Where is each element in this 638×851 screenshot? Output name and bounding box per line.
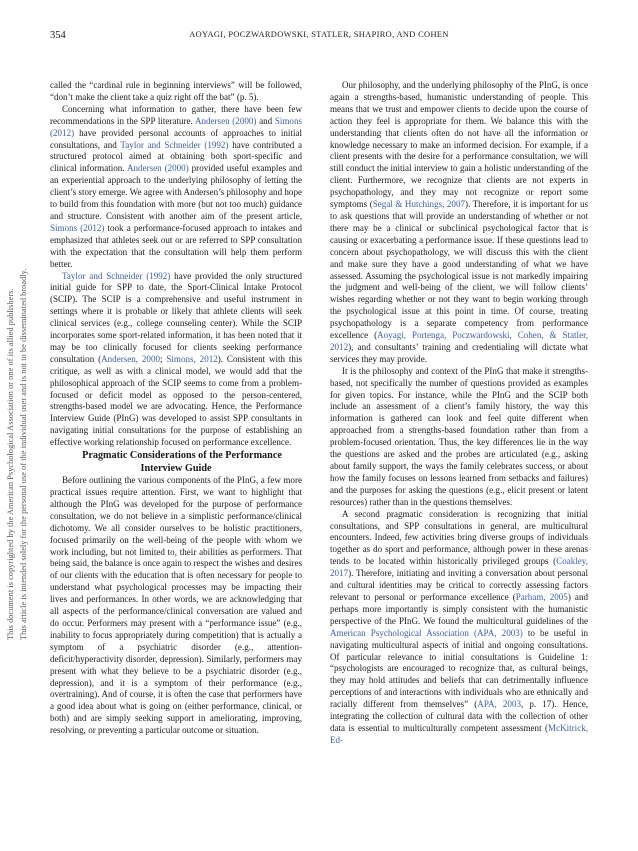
citation-link[interactable]: Taylor and Schneider (1992) — [120, 139, 229, 150]
citation-link[interactable]: Simons, 2012 — [166, 353, 218, 364]
citation-link[interactable]: Andersen, 2000 — [101, 353, 160, 364]
left-column — [50, 80, 302, 737]
usage-notice: This article is intended solely for the personal use of the individual user and is not to be disseminated broadly. — [19, 268, 28, 640]
paragraph: called the “cardinal rule in beginning interviews” will be followed, “don’t make the client take a quiz right off the bat” (p. 5). — [50, 80, 302, 102]
citation-link[interactable]: American Psychological Association (APA, 2003) — [330, 627, 523, 638]
paragraph: Before outlining the various components of the PInG, a few more practical issues require attention. First, we want to highlight that although the PInG was developed for the purpose of performance consultation, we do not believe in a simplistic performance/clinical dichotomy. We all consider ourselves to be holistic practitioners, focused primarily on the well-being of the people with whom we work including, but not limited to, their abilities as performers. That being said, the balance is once again to respect the wishes and desires of our clients with the education that is often necessary for people to understand what psychological processes may be impacting their lives and performances. In other words, we are acknowledging that all aspects of the performance/clinical conversation are valued and do occur. Performers may present with a “performance issue” (e.g., inability to focus appropriately during competition) that is actually a symptom of a psychiatric disorder (e.g., attention-deficit/hyperactivity disorder, depression). Similarly, performers may present with what they believe to be a psychiatric disorder (e.g., depression), and it is a symptom of their performance (e.g., overtraining). And of course, it is often the case that performers have a good idea about what is going on (either performance, clinical, or both) and are simply seeking support in ameliorating, improving, resolving, or preventing a particular outcome or situation. — [50, 475, 302, 736]
paragraph: It is the philosophy and context of the PInG that make it strengths-based, not specifically the number of questions provided as examples for given topics. For instance, while the PInG and the SCIP both include an assessment of a client’s family history, the way this information is gathered can look and feel quite different when approached from a strengths-based foundation rather than from a problem-focused orientation. Thus, the key differences lie in the way the questions are asked and the probes are articulated (e.g., asking about family support, the ways the family celebrates success, or about how the family focuses on lessons learned from setbacks and failures) and the purposes for asking the questions (e.g., elicit present or latent resources) rather than in the questions themselves. — [330, 365, 588, 507]
page-number: 354 — [50, 30, 66, 41]
paragraph: Concerning what information to gather, there have been few recommendations in the SPP literature. Andersen (2000) and Simons (2012) have provided personal accounts of approaches to initial consultations, and Taylor and Schneider (1992) have contributed a structured protocol aimed at obtaining both sport-specific and clinical information. Andersen (2000) provided useful examples and an experiential approach to the underlying philosophy of letting the client’s story emerge. We agree with Andersen’s philosophy and hope to build from this foundation with more (but not too much) guidance and structure. Consistent with another aim of the present article, Simons (2012) took a performance-focused approach to intakes and emphasized that athletes seek out or are referred to SPP consultation with the expectation that the consultation will help them perform better. — [50, 103, 303, 269]
citation-link[interactable]: APA, 2003 — [477, 699, 521, 710]
citation-link[interactable]: Simons (2012) — [50, 115, 302, 138]
citation-link[interactable]: Segal & Hutchings, 2007 — [372, 199, 465, 210]
citation-link[interactable]: Andersen (2000) — [126, 163, 189, 174]
section-heading: Pragmatic Considerations of the Performance Interview Guide — [82, 450, 282, 475]
citation-link[interactable]: McKitrick, Ed- — [330, 722, 588, 745]
running-header — [50, 30, 588, 44]
copyright-sidebar — [4, 200, 34, 640]
citation-link[interactable]: Taylor and Schneider (1992) — [62, 270, 171, 281]
citation-link[interactable]: Aoyagi, Portenga, Poczwardowski, Cohen, & Statler, 2012 — [330, 330, 588, 352]
paragraph: Our philosophy, and the underlying philosophy of the PInG, is once again a strengths-based, humanistic understanding of people. This means that we trust and empower clients to decide upon the course of action they feel is appropriate for them. We balance this with the understanding that clients often do not have all the information or knowledge necessary to make an informed decision. For example, if a client presents with the desire for a performance consultation, we will still conduct the initial interview to gain a holistic understanding of the client. Furthermore, we recognize that clients are not experts in psychopathology, and they may not recognize or report some symptoms (Segal & Hutchings, 2007). Therefore, it is important for us to ask questions that will provide an understanding of whether or not there may be a clinical or subclinical psychological factor that is causing or exacerbating a performance issue. If these questions lead to concern about psychopathology, we will discuss this with the client and make sure they have a good understanding of what we have assessed. Assuming the psychological issue is not markedly impairing the judgment and well-being of the client, we will follow clients’ wishes regarding whether or not they want to begin working through the psychological issue at this point in time. Of course, treating psychopathology is a separate competency from performance excellence (Aoyagi, Portenga, Poczwardowski, Cohen, & Statler, 2012), and consultants’ training and credentialing will dictate what services they may provide. — [330, 80, 588, 364]
citation-link[interactable]: Coakley, 2017 — [330, 556, 588, 579]
citation-link[interactable]: Parham, 2005 — [515, 591, 568, 602]
paragraph: Taylor and Schneider (1992) have provided the only structured initial guide for SPP to date, the Sport-Clinical Intake Protocol (SCIP). The SCIP is a comprehensive and useful instrument in settings where it is probable or likely that athlete clients will seek clinical services (e.g., college counseling center). While the SCIP incorporates some sport-related information, it has been noted that it may be too clinically focused for clients seeking performance consultation (Andersen, 2000; Simons, 2012). Consistent with this critique, as well as with a clinical model, we would add that the philosophical approach of the SCIP seems to come from a problem-focused or deficit model as opposed to the person-centered, strengths-based model we are advocating. Hence, the Performance Interview Guide (PInG) was developed to assist SPP consultants in navigating initial consultations for the purpose of establishing an effective working relationship focused on performance excellence. — [50, 270, 303, 448]
copyright-notice: This document is copyrighted by the American Psychological Association or one of its allied publishers. — [6, 288, 15, 640]
paragraph: A second pragmatic consideration is recognizing that initial consultations, and SPP consultations in general, are multicultural encounters. Indeed, few activities bring diverse groups of individuals together as do sport and performance, although power in these arenas tends to be located within historically privileged groups (Coakley, 2017). Therefore, initiating and inviting a conversation about personal and cultural identities may be critical to correctly assessing factors relevant to personal or performance excellence (Parham, 2005) and perhaps more importantly is simply consistent with the humanistic perspective of the PInG. We found the multicultural guidelines of the American Psychological Association (APA, 2003) to be useful in navigating multicultural aspects of initial and ongoing consultations. Of particular relevance to initial consultations is Guideline 1: “psychologists are encouraged to recognize that, as cultural beings, they may hold attitudes and beliefs that can detrimentally influence perceptions of and interactions with individuals who are ethnically and racially different from themselves” (APA, 2003, p. 17). Hence, integrating the collection of cultural data with the collection of other data is essential to multiculturally competent assessment (McKitrick, Ed- — [330, 508, 588, 745]
running-title: AOYAGI, POCZWARDOWSKI, STATLER, SHAPIRO, AND COHEN — [189, 30, 449, 39]
citation-link[interactable]: Andersen (2000) — [194, 115, 257, 126]
citation-link[interactable]: Simons (2012) — [50, 222, 105, 233]
right-column — [330, 80, 588, 747]
